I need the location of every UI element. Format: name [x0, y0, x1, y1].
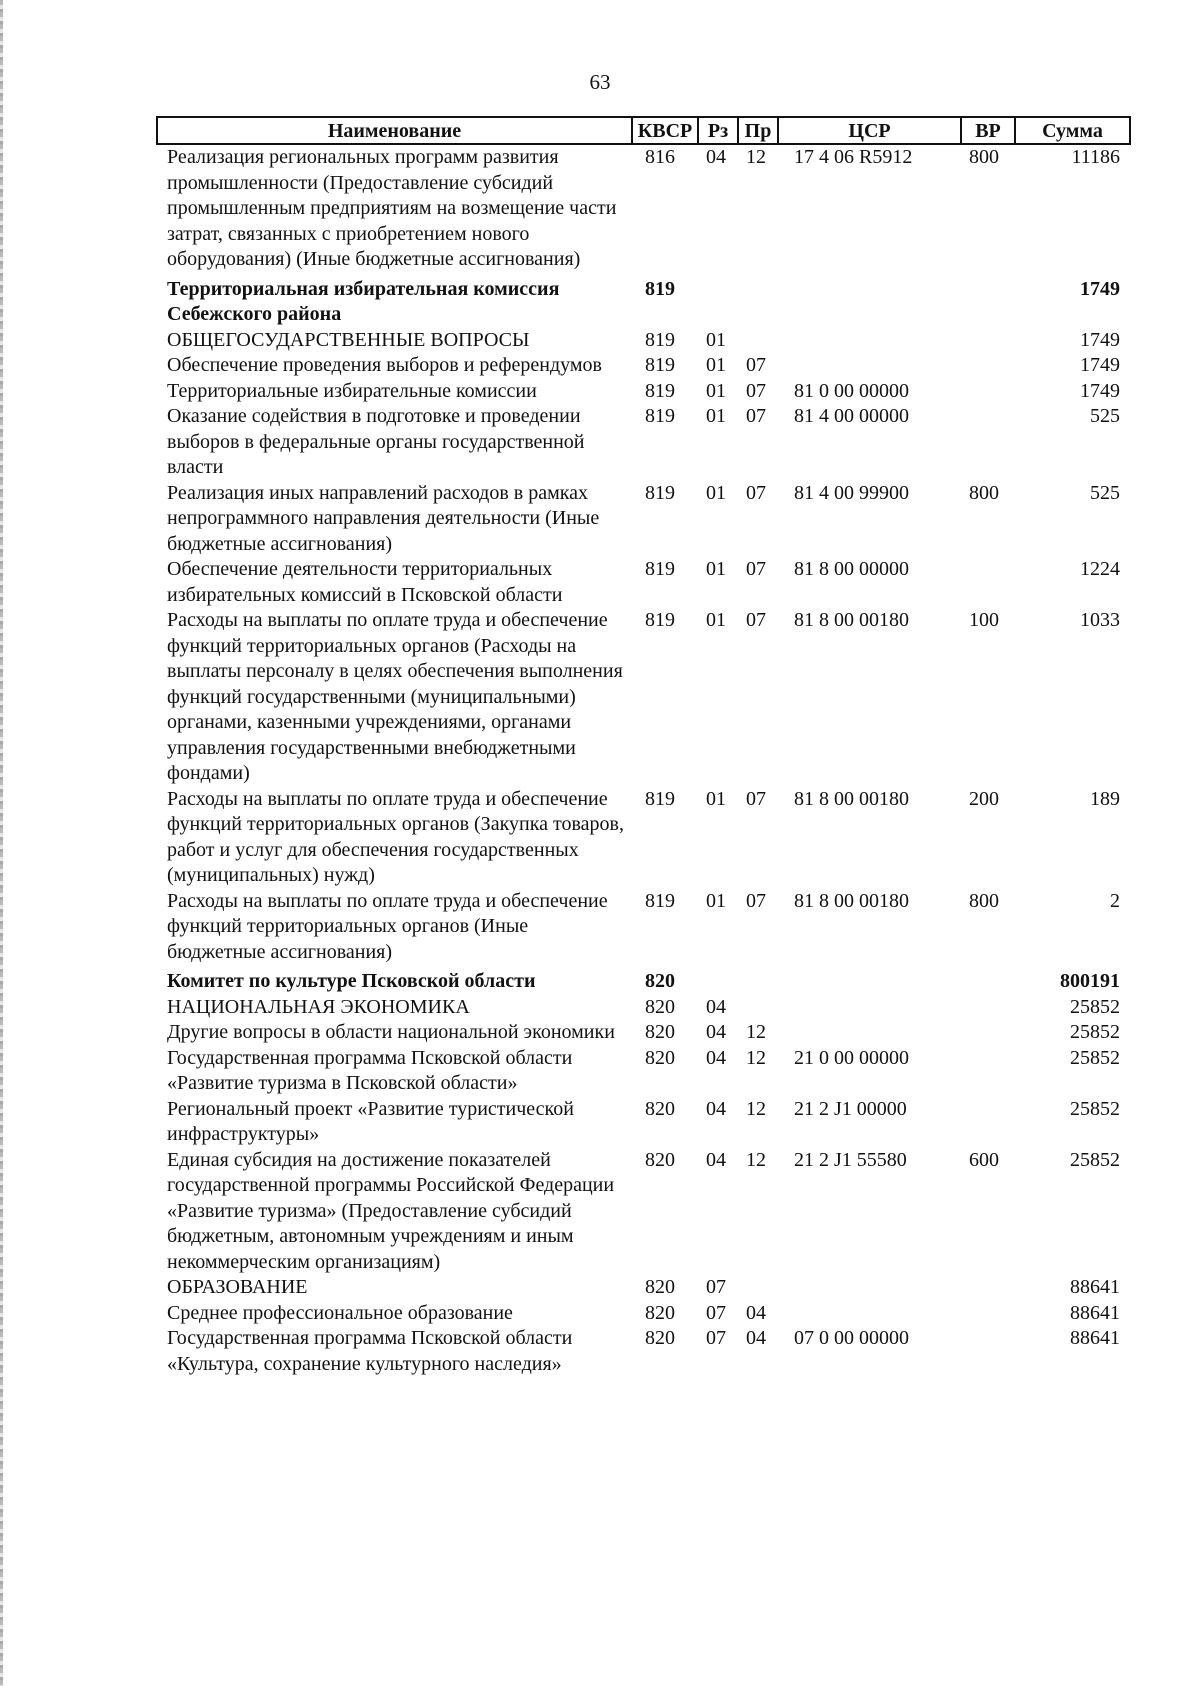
cell-kvsr: 819	[645, 328, 675, 351]
cell-name: Расходы на выплаты по оплате труда и обеспечение функций территориальных органов (Закупка товаров, работ и услуг для обеспечения государственных (муниципальных) нужд)	[167, 787, 624, 886]
cell-csr: 81 8 00 00180	[794, 889, 909, 912]
cell-vr: 200	[969, 787, 999, 810]
cell-sum: 25852	[1070, 1148, 1120, 1171]
cell-sum: 525	[1090, 481, 1120, 504]
cell-name: ОБЩЕГОСУДАРСТВЕННЫЕ ВОПРОСЫ	[167, 328, 530, 351]
cell-csr	[778, 995, 961, 1021]
cell-kvsr: 819	[645, 787, 675, 810]
cell-sum: 1749	[1080, 277, 1120, 300]
cell-sum: 25852	[1070, 1046, 1120, 1069]
cell-rz: 04	[706, 1097, 726, 1120]
cell-sum: 11186	[1071, 146, 1120, 168]
cell-kvsr: 819	[645, 277, 675, 300]
scan-edge	[0, 0, 3, 1686]
cell-sum: 525	[1090, 405, 1120, 427]
cell-kvsr: 819	[645, 354, 675, 376]
cell-pr: 07	[746, 481, 766, 504]
cell-sum: 88641	[1070, 1327, 1120, 1349]
cell-kvsr: 820	[645, 1046, 675, 1069]
header-name: Наименование	[157, 117, 632, 144]
cell-pr: 07	[746, 889, 766, 912]
cell-name: Реализация региональных программ развития промышленности (Предоставление субсидий промышленным предприятиям на возмещение части затрат, связанных с приобретением нового оборудования) (Иные бюджетные ассигнования)	[167, 146, 617, 270]
cell-csr: 81 8 00 00180	[794, 787, 909, 810]
cell-pr: 07	[746, 609, 766, 631]
cell-name: НАЦИОНАЛЬНАЯ ЭКОНОМИКА	[167, 995, 470, 1018]
cell-pr: 12	[746, 1097, 766, 1120]
cell-vr	[961, 995, 1015, 1021]
cell-vr	[961, 1326, 1015, 1377]
cell-sum: 189	[1090, 787, 1120, 810]
cell-vr	[961, 404, 1015, 481]
cell-vr	[961, 273, 1015, 328]
cell-kvsr: 816	[645, 146, 675, 168]
table-body	[157, 144, 1130, 1377]
cell-vr	[961, 1275, 1015, 1301]
table-row	[157, 557, 1130, 608]
table-row	[157, 1020, 1130, 1046]
cell-pr: 07	[746, 379, 766, 402]
cell-sum: 1749	[1080, 379, 1120, 402]
cell-vr	[961, 965, 1015, 995]
cell-csr: 07 0 00 00000	[794, 1327, 909, 1349]
cell-name: Государственная программа Псковской области «Культура, сохранение культурного наследия»	[167, 1327, 573, 1375]
header-kvsr: КВСР	[632, 117, 698, 144]
cell-sum: 25852	[1070, 1097, 1120, 1120]
cell-sum: 25852	[1070, 1021, 1120, 1043]
cell-name: Обеспечение проведения выборов и референдумов	[167, 354, 602, 376]
page-number: 63	[589, 70, 611, 94]
cell-vr: 800	[969, 146, 999, 168]
cell-name: ОБРАЗОВАНИЕ	[167, 1276, 308, 1298]
cell-vr	[961, 557, 1015, 608]
cell-name: Территориальная избирательная комиссия Себежского района	[167, 277, 560, 325]
table-row	[157, 328, 1130, 354]
cell-kvsr: 820	[645, 1276, 675, 1298]
cell-rz: 01	[706, 609, 726, 631]
cell-rz: 01	[706, 558, 726, 580]
cell-name: Региональный проект «Развитие туристической инфраструктуры»	[167, 1097, 574, 1145]
cell-rz: 04	[706, 1148, 726, 1171]
table-row	[157, 1046, 1130, 1097]
table-row	[157, 1301, 1130, 1327]
cell-rz: 01	[706, 889, 726, 912]
cell-csr	[778, 353, 961, 379]
cell-sum: 1224	[1080, 558, 1120, 580]
cell-vr: 800	[969, 889, 999, 912]
cell-rz: 04	[706, 995, 726, 1018]
cell-vr: 800	[969, 481, 999, 504]
cell-csr	[778, 328, 961, 354]
table-row	[157, 144, 1130, 273]
table-row	[157, 965, 1130, 995]
cell-vr	[961, 1020, 1015, 1046]
cell-pr	[738, 273, 778, 328]
cell-rz: 01	[706, 405, 726, 427]
cell-rz: 07	[706, 1276, 726, 1298]
budget-table	[156, 116, 1131, 1377]
cell-pr: 12	[746, 1021, 766, 1043]
cell-rz: 01	[706, 379, 726, 402]
cell-vr	[961, 1301, 1015, 1327]
cell-csr	[778, 273, 961, 328]
table-row	[157, 608, 1130, 787]
cell-name: Расходы на выплаты по оплате труда и обеспечение функций территориальных органов (Расходы на выплаты персоналу в целях обеспечения выполнения функций государственными (муниципальными) органами, казенными учреждениями, органами управления государственными внебюджетными фондами)	[167, 609, 623, 784]
cell-vr	[961, 353, 1015, 379]
table-row	[157, 353, 1130, 379]
cell-name: Расходы на выплаты по оплате труда и обеспечение функций территориальных органов (Иные бюджетные ассигнования)	[167, 889, 608, 963]
cell-sum: 1033	[1080, 609, 1120, 631]
cell-csr: 81 4 00 00000	[794, 405, 909, 427]
cell-pr: 07	[746, 558, 766, 580]
cell-pr: 07	[746, 787, 766, 810]
header-pr: Пр	[738, 117, 778, 144]
table-row	[157, 1275, 1130, 1301]
cell-pr	[738, 965, 778, 995]
cell-name: Комитет по культуре Псковской области	[167, 970, 536, 992]
cell-rz	[698, 965, 738, 995]
cell-csr: 81 0 00 00000	[794, 379, 909, 402]
cell-kvsr: 820	[645, 995, 675, 1018]
cell-kvsr: 819	[645, 481, 675, 504]
cell-name: Реализация иных направлений расходов в рамках непрограммного направления деятельности (Иные бюджетные ассигнования)	[167, 481, 600, 555]
table-row	[157, 995, 1130, 1021]
table-row	[157, 1326, 1130, 1377]
cell-name: Единая субсидия на достижение показателей государственной программы Российской Федерации «Развитие туризма» (Предоставление субсидий бюджетным, автономным учреждениям и иным некоммерческим организациям)	[167, 1148, 615, 1273]
cell-vr	[961, 1046, 1015, 1097]
cell-kvsr: 820	[645, 1301, 675, 1324]
cell-pr: 12	[746, 1148, 766, 1171]
cell-name: Другие вопросы в области национальной экономики	[167, 1021, 615, 1043]
cell-name: Оказание содействия в подготовке и проведении выборов в федеральные органы государственной власти	[167, 405, 585, 478]
table-row	[157, 481, 1130, 558]
cell-rz: 04	[706, 146, 726, 168]
cell-sum: 2	[1110, 889, 1120, 912]
table-row	[157, 273, 1130, 328]
cell-pr: 04	[746, 1327, 766, 1349]
cell-pr: 07	[746, 354, 766, 376]
cell-kvsr: 819	[645, 379, 675, 402]
cell-kvsr: 820	[645, 970, 675, 992]
table-row	[157, 404, 1130, 481]
cell-rz: 07	[706, 1327, 726, 1349]
cell-name: Государственная программа Псковской области «Развитие туризма в Псковской области»	[167, 1046, 573, 1094]
cell-sum: 88641	[1070, 1276, 1120, 1298]
cell-rz: 01	[706, 481, 726, 504]
cell-csr: 81 8 00 00180	[794, 609, 909, 631]
cell-csr: 21 0 00 00000	[794, 1046, 909, 1069]
table-row	[157, 889, 1130, 966]
table-header-row	[157, 117, 1130, 144]
cell-name: Среднее профессиональное образование	[167, 1301, 513, 1324]
cell-rz: 07	[706, 1301, 726, 1324]
cell-rz: 01	[706, 328, 726, 351]
cell-pr	[738, 1275, 778, 1301]
cell-pr	[738, 995, 778, 1021]
cell-vr: 600	[969, 1148, 999, 1171]
cell-pr: 12	[746, 1046, 766, 1069]
cell-name: Обеспечение деятельности территориальных избирательных комиссий в Псковской области	[167, 558, 563, 606]
cell-rz: 04	[706, 1046, 726, 1069]
cell-pr	[738, 328, 778, 354]
cell-vr	[961, 328, 1015, 354]
cell-kvsr: 820	[645, 1097, 675, 1120]
cell-csr: 81 4 00 99900	[794, 481, 909, 504]
cell-csr	[778, 965, 961, 995]
cell-csr	[778, 1275, 961, 1301]
cell-csr: 17 4 06 R5912	[794, 146, 913, 168]
cell-sum: 1749	[1080, 328, 1120, 351]
cell-csr	[778, 1020, 961, 1046]
table-row	[157, 1097, 1130, 1148]
cell-pr: 04	[746, 1301, 766, 1324]
cell-rz: 01	[706, 787, 726, 810]
cell-pr: 07	[746, 405, 766, 427]
cell-pr: 12	[746, 146, 766, 168]
cell-kvsr: 820	[645, 1327, 675, 1349]
header-vr: ВР	[961, 117, 1015, 144]
header-sum: Сумма	[1015, 117, 1130, 144]
cell-kvsr: 820	[645, 1148, 675, 1171]
table-row	[157, 379, 1130, 405]
cell-csr: 21 2 J1 00000	[794, 1097, 907, 1120]
cell-kvsr: 819	[645, 609, 675, 631]
cell-vr	[961, 379, 1015, 405]
cell-vr: 100	[969, 609, 999, 631]
cell-vr	[961, 1097, 1015, 1148]
cell-rz: 04	[706, 1021, 726, 1043]
cell-kvsr: 819	[645, 405, 675, 427]
cell-rz	[698, 273, 738, 328]
table-row	[157, 1148, 1130, 1276]
header-csr: ЦСР	[778, 117, 961, 144]
cell-csr: 81 8 00 00000	[794, 558, 909, 580]
cell-sum: 800191	[1060, 970, 1120, 992]
cell-kvsr: 819	[645, 889, 675, 912]
cell-sum: 1749	[1080, 354, 1120, 376]
cell-kvsr: 819	[645, 558, 675, 580]
header-rz: Рз	[698, 117, 738, 144]
cell-rz: 01	[706, 354, 726, 376]
cell-name: Территориальные избирательные комиссии	[167, 379, 537, 402]
cell-csr	[778, 1301, 961, 1327]
cell-sum: 25852	[1070, 995, 1120, 1018]
cell-csr: 21 2 J1 55580	[794, 1148, 907, 1171]
table-row	[157, 787, 1130, 889]
cell-sum: 88641	[1070, 1301, 1120, 1324]
cell-kvsr: 820	[645, 1021, 675, 1043]
